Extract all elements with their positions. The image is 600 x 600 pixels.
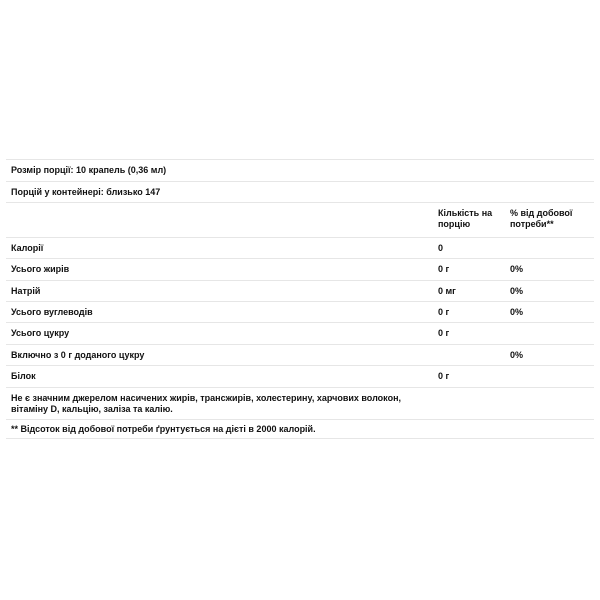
servings-per-container-row <box>6 181 594 202</box>
footnote-row <box>6 419 594 439</box>
nutrient-amount: 0 г <box>438 371 450 381</box>
nutrient-daily-value: 0% <box>510 307 524 317</box>
table-row-sodium <box>6 280 594 301</box>
nutrient-amount: 0 г <box>438 328 450 338</box>
nutrient-name: Усього цукру <box>11 328 70 338</box>
table-row-total-fat <box>6 258 594 280</box>
nutrient-name: Білок <box>11 371 36 381</box>
nutrient-name: Включно з 0 г доданого цукру <box>11 350 145 360</box>
amount-per-serving-header-line2: порцію <box>438 219 471 229</box>
servings-per-container-text: Порцій у контейнері: близько 147 <box>11 187 161 197</box>
amount-per-serving-header-line1: Кількість на <box>438 208 493 218</box>
serving-size-row <box>6 159 594 181</box>
serving-size-text: Розмір порції: 10 крапель (0,36 мл) <box>11 165 167 175</box>
daily-value-footnote: ** Відсоток від добової потреби ґрунтується на дієті в 2000 калорій. <box>11 424 316 434</box>
insignificant-sources-note-row <box>6 387 594 419</box>
nutrient-daily-value: 0% <box>510 264 524 274</box>
nutrient-amount: 0 мг <box>438 286 456 296</box>
nutrient-amount: 0 г <box>438 264 450 274</box>
table-row-protein <box>6 365 594 387</box>
insignificant-sources-note: Не є значним джерелом насичених жирів, трансжирів, холестерину, харчових волокон, вітаміну D, кальцію, заліза та калію. <box>11 393 402 414</box>
nutrient-daily-value: 0% <box>510 286 524 296</box>
table-header-row <box>6 202 594 237</box>
nutrient-name: Натрій <box>11 286 41 296</box>
table-row-calories <box>6 237 594 258</box>
nutrient-amount: 0 <box>438 243 444 253</box>
daily-value-header-line2: потреби** <box>510 219 554 229</box>
nutrition-facts-table <box>6 159 594 439</box>
table-row-added-sugar <box>6 344 594 365</box>
nutrient-daily-value: 0% <box>510 350 524 360</box>
nutrient-name: Усього вуглеводів <box>11 307 93 317</box>
nutrient-name: Усього жирів <box>11 264 70 274</box>
table-row-total-carbs <box>6 301 594 322</box>
nutrient-amount: 0 г <box>438 307 450 317</box>
table-row-total-sugar <box>6 322 594 344</box>
daily-value-header-line1: % від добової <box>510 208 573 218</box>
nutrient-name: Калорії <box>11 243 44 253</box>
